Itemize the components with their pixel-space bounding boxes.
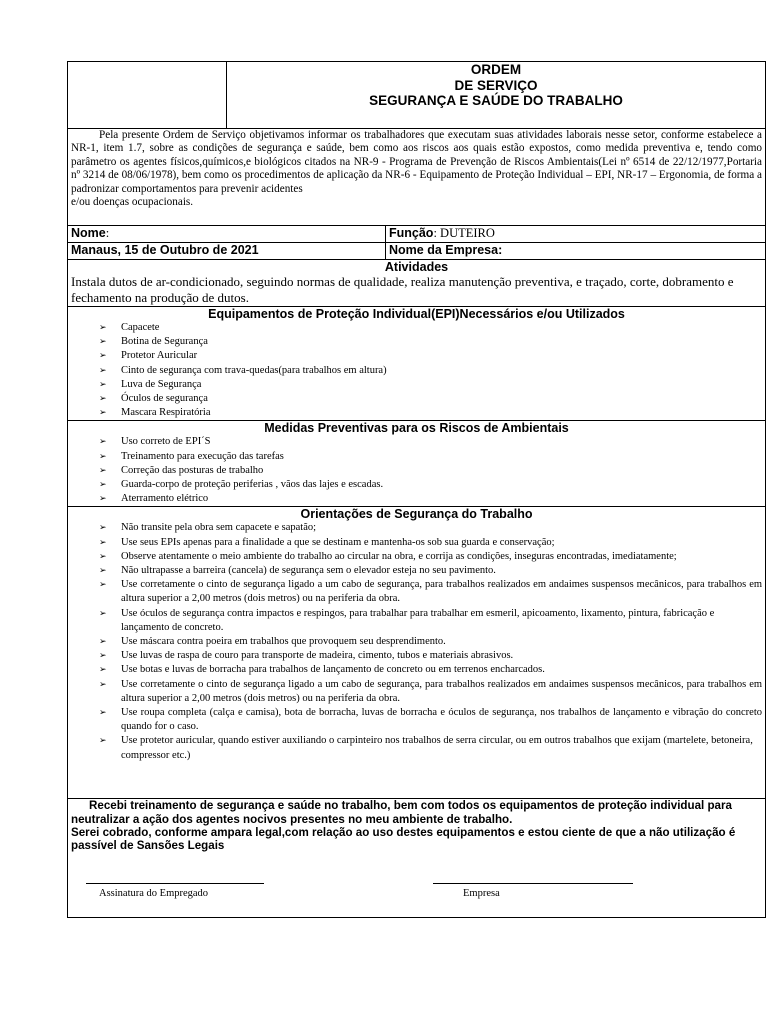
company-signature-line[interactable] <box>433 883 633 884</box>
preventive-section <box>68 421 766 507</box>
title-line-3: SEGURANÇA E SAÚDE DO TRABALHO <box>369 93 623 108</box>
epi-item: ➢ Botina de Segurança <box>99 335 762 349</box>
declaration-section <box>68 799 766 918</box>
guideline-item: ➢ Use roupa completa (calça e camisa), bota de borracha, luvas de borracha e óculos de segurança, nos trabalhos de lançamento e vibração do concreto quando for o caso. <box>99 706 762 734</box>
epi-item: ➢ Óculos de segurança <box>99 392 762 406</box>
guideline-item: ➢ Use corretamente o cinto de segurança ligado a um cabo de segurança, para trabalhos realizados em andaimes suspensos mecânicos, para trabalhos em altura superior a 2,00 metros (dois metros) ou na periferia da obra. <box>99 678 762 706</box>
guideline-item: ➢ Não ultrapasse a barreira (cancela) de segurança sem o elevador esteja no seu pavimento. <box>99 564 762 578</box>
epi-title: Equipamentos de Proteção Individual(EPI)Necessários e/ou Utilizados <box>208 307 625 321</box>
document-page <box>67 61 766 918</box>
name-label: Nome <box>71 226 106 240</box>
activities-row <box>68 260 766 307</box>
function-field[interactable] <box>386 226 766 243</box>
date-company-row <box>68 243 766 260</box>
name-field[interactable] <box>68 226 386 243</box>
declaration-paragraph-1: Recebi treinamento de segurança e saúde no trabalho, bem com todos os equipamentos de proteção individual para neutralizar a ação dos agentes nocivos presentes no meu ambiente de trabalho. <box>71 799 732 826</box>
intro-last-line: e/ou doenças ocupacionais. <box>71 196 194 209</box>
preventive-list <box>71 435 762 506</box>
epi-item: ➢ Mascara Respiratória <box>99 406 762 420</box>
guideline-item: ➢ Use protetor auricular, quando estiver auxiliando o carpinteiro nos trabalhos de serra circular, ou em outros trabalhos que exijam (martelete, betoneira, compressor etc.) <box>99 734 762 762</box>
epi-item: ➢ Protetor Auricular <box>99 349 762 363</box>
date-field <box>68 243 386 260</box>
guideline-item: ➢ Use botas e luvas de borracha para trabalhos de lançamento de concreto ou em terrenos encharcados. <box>99 663 762 677</box>
preventive-title: Medidas Preventivas para os Riscos de Ambientais <box>264 421 569 436</box>
activities-title: Atividades <box>384 260 449 274</box>
preventive-item: ➢ Uso correto de EPI´S <box>99 435 762 449</box>
epi-item: ➢ Luva de Segurança <box>99 378 762 392</box>
epi-row <box>68 307 766 421</box>
name-colon: : <box>105 226 110 240</box>
guidelines-section <box>68 507 766 799</box>
company-label: Nome da Empresa: <box>389 243 503 257</box>
employee-signature-label: Assinatura do Empregado <box>99 888 209 900</box>
service-order-form <box>67 61 766 918</box>
date-text: Manaus, 15 de Outubro de 2021 <box>71 243 259 257</box>
logo-area <box>68 62 227 129</box>
declaration-row <box>68 799 766 918</box>
title-line-2: DE SERVIÇO <box>454 77 538 93</box>
guidelines-row <box>68 507 766 799</box>
guidelines-list <box>71 521 762 762</box>
preventive-item: ➢ Correção das posturas de trabalho <box>99 464 762 478</box>
guideline-item: ➢ Não transite pela obra sem capacete e sapatão; <box>99 521 762 535</box>
document-title <box>227 62 766 129</box>
guideline-item: ➢ Observe atentamente o meio ambiente do trabalho ao circular na obra, e corrija as condições, inseguras encontradas, imediatamente; <box>99 550 762 564</box>
preventive-item: ➢ Aterramento elétrico <box>99 492 762 506</box>
employee-signature-line[interactable] <box>86 883 264 884</box>
guideline-item: ➢ Use corretamente o cinto de segurança ligado a um cabo de segurança, para trabalhos realizados em andaimes suspensos mecânicos, para trabalhos em altura superior a 2,00 metros (dois metros) ou na periferia da obra. <box>99 578 762 606</box>
function-value: : DUTEIRO <box>433 226 495 240</box>
intro-paragraph: Pela presente Ordem de Serviço objetivamos informar os trabalhadores que executam suas atividades laborais nesse setor, conforme estabelece a NR-1, item 1.7, sobre as condições de segurança e saúde, bem como aos riscos aos quais estão expostos, como medida preventiva e, tendo como parâmetro os agentes físicos,químicos,e biológicos citados na NR-9 - Programa de Prevenção de Riscos Ambientais(Lei nº 6514 de 22/12/1977,Portaria nº 3214 de 08/06/1978), bem como os procedimentos de aplicação da NR-6 - Equipamento de Proteção Individual – EPI, NR-17 – Ergonomia, de forma a padronizar comportamentos para prevenir acidentes <box>71 129 763 195</box>
function-label: Função <box>389 226 434 240</box>
preventive-item: ➢ Guarda-corpo de proteção periferias , vãos das lajes e escadas. <box>99 478 762 492</box>
epi-item: ➢ Capacete <box>99 321 762 335</box>
declaration-paragraph-2: Serei cobrado, conforme ampara legal,com relação ao uso destes equipamentos e estou ciente de que a não utilização é passível de Sansões Legais <box>71 826 736 853</box>
name-function-row <box>68 226 766 243</box>
activities-section <box>68 260 766 307</box>
company-field[interactable] <box>386 243 766 260</box>
intro-row <box>68 129 766 226</box>
company-signature-label: Empresa <box>463 888 500 900</box>
guideline-item: ➢ Use luvas de raspa de couro para transporte de madeira, cimento, tubos e materiais abrasivos. <box>99 649 762 663</box>
preventive-item: ➢ Treinamento para execução das tarefas <box>99 450 762 464</box>
intro-text <box>68 129 766 226</box>
guideline-item: ➢ Use seus EPIs apenas para a finalidade a que se destinam e mantenha-os sob sua guarda e conservação; <box>99 536 762 550</box>
guideline-item: ➢ Use máscara contra poeira em trabalhos que provoquem seu desprendimento. <box>99 635 762 649</box>
epi-list <box>71 321 762 420</box>
activities-text: Instala dutos de ar-condicionado, seguindo normas de qualidade, realiza manutenção preventiva, e traçado, corte, dobramento e fechamento na produção de dutos. <box>71 274 734 305</box>
guidelines-title: Orientações de Segurança do Trabalho <box>300 507 533 522</box>
title-line-1: ORDEM <box>470 62 522 77</box>
header-row <box>68 62 766 129</box>
preventive-row <box>68 421 766 507</box>
guideline-item: ➢ Use óculos de segurança contra impactos e respingos, para trabalhar para trabalhar em esmeril, apicoamento, lixamento, pintura, fabricação e lançamento de concreto. <box>99 607 762 635</box>
epi-item: ➢ Cinto de segurança com trava-quedas(para trabalhos em altura) <box>99 364 762 378</box>
epi-section <box>68 307 766 421</box>
